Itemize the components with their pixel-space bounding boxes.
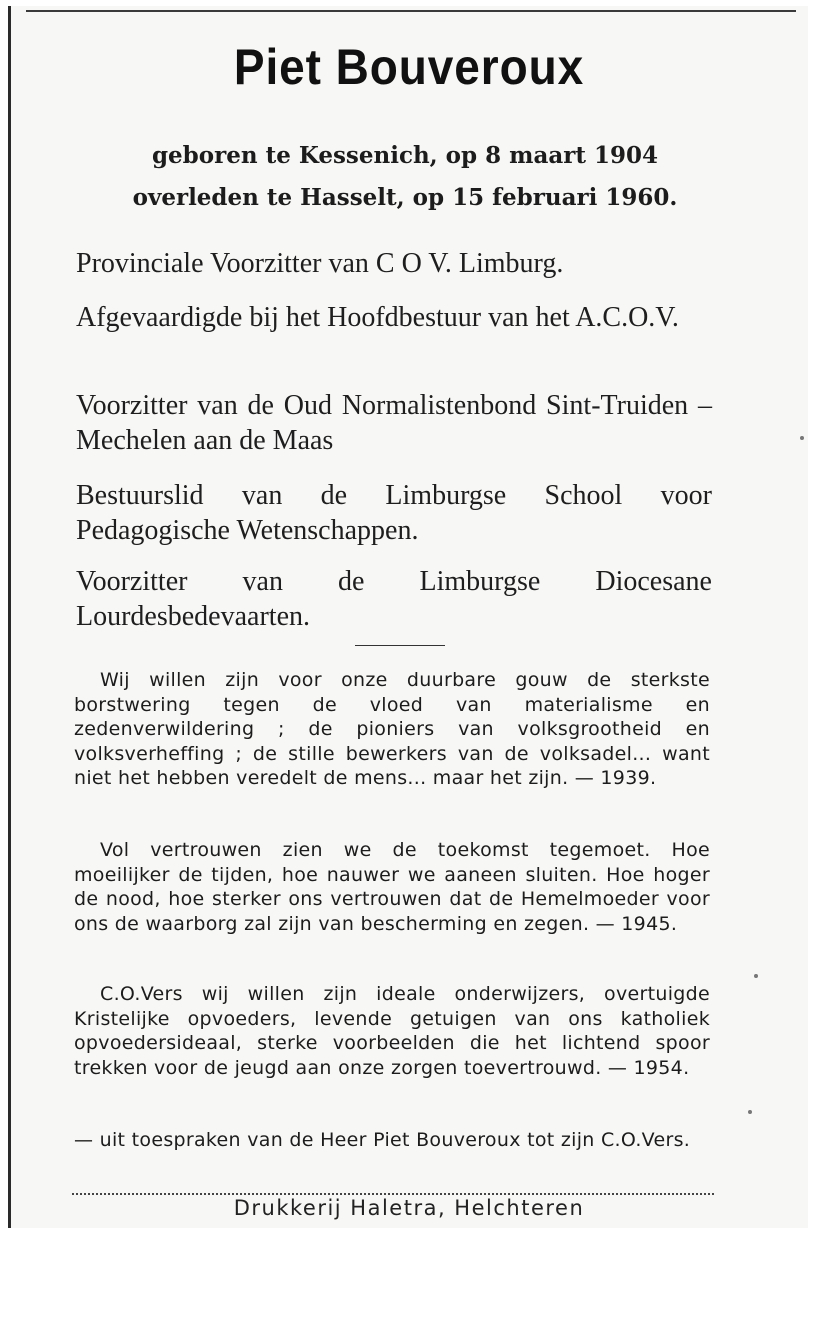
- print-speck: [800, 436, 804, 440]
- role-3: Voorzitter van de Oud Normalistenbond Sint-Truiden – Mechelen aan de Maas: [76, 390, 712, 456]
- quote-1954: C.O.Vers wij willen zijn ideale onderwijzers, overtuigde Kristelijke opvoeders, levende getuigen van ons katholiek opvoedersideaal, sterke voorbeelden die het lichtend spoor trekken voor de jeugd aan onze zorgen toevertrouwd. — 1954.: [74, 983, 710, 1079]
- birth-line: geboren te Kessenich, op 8 maart 1904: [151, 142, 659, 169]
- role-4: Bestuurslid van de Limburgse School voor Pedagogische Wetenschappen.: [76, 480, 712, 546]
- role-1: Provinciale Voorzitter van C O V. Limburg.: [76, 248, 564, 279]
- role-2: Afgevaardigde bij het Hoofdbestuur van het A.C.O.V.: [76, 302, 679, 333]
- top-border: [26, 10, 796, 12]
- section-divider: [355, 645, 445, 646]
- quote-1939: Wij willen zijn voor onze duurbare gouw de sterkste borstwering tegen de vloed van materialisme en zedenverwildering ; de pioniers van volksgrootheid en volksverheffing ; de stille bewerkers van de volksadel... want niet het hebben veredelt de mens... maar het zijn. — 1939.: [74, 669, 710, 789]
- dotted-rule: [72, 1193, 714, 1195]
- print-speck: [754, 974, 758, 978]
- page-title: Piet Bouveroux: [233, 39, 585, 95]
- quote-source: — uit toespraken van de Heer Piet Bouveroux tot zijn C.O.Vers.: [74, 1129, 691, 1151]
- role-5: Voorzitter van de Limburgse Diocesane Lourdesbedevaarten.: [76, 566, 712, 632]
- printer-credit: Drukkerij Haletra, Helchteren: [233, 1196, 585, 1220]
- quote-1945: Vol vertrouwen zien we de toekomst tegemoet. Hoe moeilijker de tijden, hoe nauwer we aaneen sluiten. Hoe hoger de nood, hoe sterker ons vertrouwen dat de Hemelmoeder voor ons de waarborg zal zijn van bescherming en zegen. — 1945.: [74, 839, 710, 935]
- death-line: overleden te Hasselt, op 15 februari 1960.: [132, 184, 678, 211]
- print-speck: [748, 1110, 752, 1114]
